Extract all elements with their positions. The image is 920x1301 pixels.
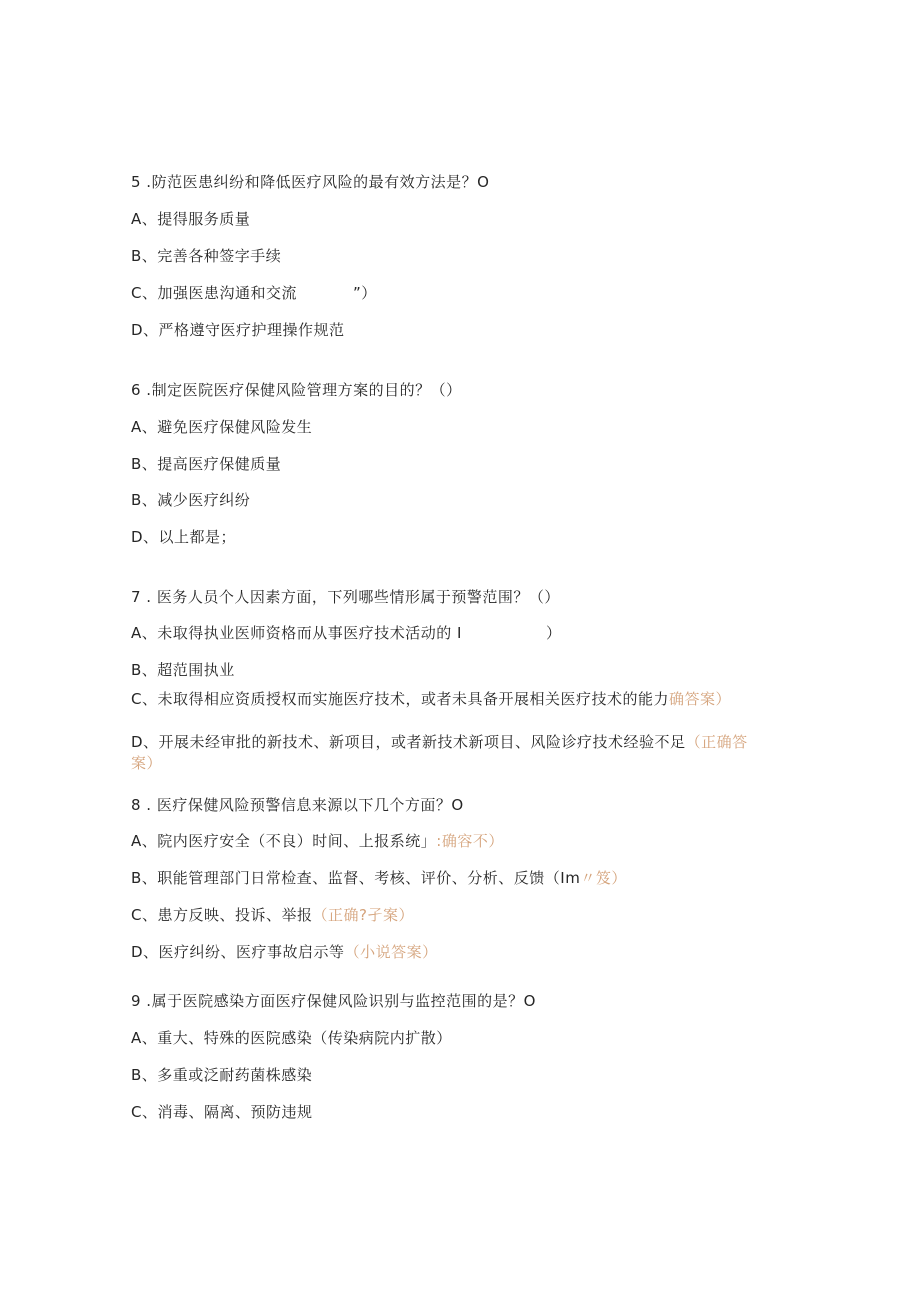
- question-8-option-d: [131, 942, 438, 962]
- question-5-option-a: A、提得服务质量: [131, 210, 251, 228]
- answer-mark: 确答案）: [668, 690, 731, 708]
- question-9-option-a: A、重大、特殊的医院感染（传染病院内扩散）: [131, 1029, 452, 1047]
- option-text: C、患方反映、投诉、举报: [131, 906, 313, 924]
- question-8-option-b: [131, 868, 627, 888]
- question-6-option-d: D、以上都是；: [131, 528, 237, 546]
- question-6-option-c: B、减少医疗纠纷: [131, 491, 251, 509]
- answer-mark: （正确答案）: [131, 733, 748, 772]
- question-7-option-a: [131, 623, 561, 643]
- question-7-option-c: [131, 689, 771, 710]
- question-5-stem: 5 .防范医患纠纷和降低医疗风险的最有效方法是？O: [131, 173, 490, 191]
- option-text: D、医疗纠纷、医疗事故启示等: [131, 943, 345, 961]
- question-5-option-d: D、严格遵守医疗护理操作规范: [131, 321, 345, 339]
- answer-mark: （正确?孑案）: [312, 906, 414, 924]
- question-6-stem: 6 .制定医院医疗保健风险管理方案的目的？（）: [131, 381, 462, 399]
- question-8-option-a: [131, 831, 504, 851]
- option-text: A、未取得执业医师资格而从事医疗技术活动的 I: [131, 624, 462, 642]
- option-text: C、未取得相应资质授权而实施医疗技术，或者未具备开展相关医疗技术的能力: [131, 690, 669, 708]
- question-9-option-b: B、多重或泛耐药菌株感染: [131, 1066, 313, 1084]
- option-tail: ）: [545, 624, 562, 642]
- question-9-option-c: C、消毒、隔离、预防违规: [131, 1103, 313, 1121]
- answer-mark: 〃笈）: [580, 869, 627, 887]
- question-8-option-c: [131, 905, 414, 925]
- answer-mark: （小说答案）: [344, 943, 438, 961]
- option-tail: ”）: [352, 284, 377, 302]
- question-5-option-c: [131, 283, 377, 303]
- option-text: C、加强医患沟通和交流: [131, 284, 297, 302]
- option-text: B、职能管理部门日常检查、监督、考核、评价、分析、反馈（Im: [131, 869, 581, 887]
- option-text: D、开展未经审批的新技术、新项目，或者新技术新项目、风险诊疗技术经验不足: [131, 733, 686, 751]
- answer-mark: :确容不）: [436, 832, 504, 850]
- question-7-stem: 7 . 医务人员个人因素方面，下列哪些情形属于预警范围？（）: [131, 588, 560, 606]
- question-9-stem: 9 .属于医院感染方面医疗保健风险识别与监控范围的是？O: [131, 992, 536, 1010]
- question-7-option-d: [131, 732, 771, 774]
- question-7-option-b: B、超范围执业: [131, 661, 235, 679]
- question-5-option-b: B、完善各种签字手续: [131, 247, 282, 265]
- question-8-stem: 8 . 医疗保健风险预警信息来源以下几个方面？O: [131, 796, 464, 814]
- option-text: A、院内医疗安全（不良）时间、上报系统」: [131, 832, 437, 850]
- question-6-option-a: A、避免医疗保健风险发生: [131, 418, 313, 436]
- question-6-option-b: B、提高医疗保健质量: [131, 455, 282, 473]
